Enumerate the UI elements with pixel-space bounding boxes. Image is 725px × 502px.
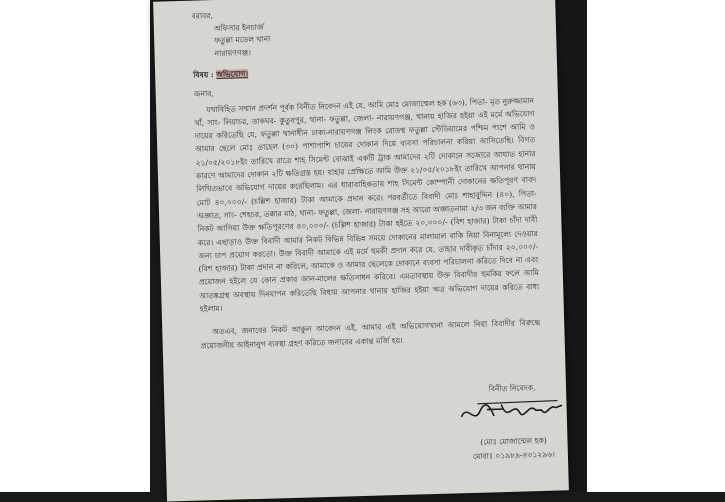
subject-line [193, 59, 533, 82]
recipient-to: বরাবর, [191, 11, 214, 21]
recipient-district: নারায়ণগঞ্জ। [214, 47, 252, 58]
letter-content [191, 1, 555, 461]
subject-prefix: বিষয় : [193, 70, 214, 80]
right-white-margin [587, 0, 725, 492]
salutation: জনাব, [193, 89, 214, 99]
signatory-mobile: মোবাঃ ০১৯৮৯-৪৩১২৯৬। [472, 449, 555, 461]
closing-paragraph: অতএব, জনাবের নিকট আকুল আবেদন এই, আমার এই অভিযোগখানা আমলে নিয়া বিবাদীর বিরুদ্ধে প্রয়োজনীয় আইনানুগ ব্যবস্থা গ্রহণ করিতে জনাবের একান্ত মর্জি হয়। [200, 318, 541, 351]
body-paragraph: যথাবিহিত সম্মান প্রদর্শন পূর্বক বিনীত নিবেদন এই যে, আমি মোঃ মোজাম্মেল হক (৬৩), পিতা- মৃত নুরুজ্জামান খাঁ, সাং- লিয়াচর, ডাকঘর- কুতুবপুর, থানা- ফতুল্লা, জেলা- নারায়ণগঞ্জ, থানায় হাজির হইয়া এই মর্মে অভিযোগ দায়ের করিতেছি যে, ফতুল্লা থানাধীন ঢাকা-নারায়ণগঞ্জ লিংক রোডস্থ ফতুল্লা স্টেডিয়ামের পশ্চিম পাশে আমি ও আমার ছেলে মোঃ তাহেল (৩০) পাশাপাশি চায়ের দোকান দিয়ে ব্যবসা পরিচালনা করিয়া আসিতেছি। বিগত ২১/০৫/২০১৮ইং তারিখে রাত্রে শাহ সিমেন্ট বোঝাই একটি ট্রাক আমাদের ২টি দোকানে সজোরে আঘাত হানার কারণে আমাদের দোকান ২টি ক্ষতিগ্রস্ত হয়। যাহার প্রেক্ষিতে আমি উক্ত ২১/০৫/২০১৮ইং তারিখে আপনার থানায় লিখিতভাবে অভিযোগ দায়ের করেছিলাম। এর ধারাবাহিকতায় শাহ সিমেন্ট কোম্পানী দোকানের ক্ষতিপূরণ বাবদ মোট ৪০,০০০/- (চল্লিশ হাজার) টাকা আমাকে প্রদান করে। পরবর্তীতে বিবাদী মোঃ শাহাবুদ্দিন (৪০), পিতা- অজ্ঞাত, সাং- শেহচর, তক্কার মাঠ, থানা- ফতুল্লা, জেলা- নারায়ণগঞ্জ সহ আরো অজ্ঞাতনামা ২/৩ জন ব্যক্তি আমার নিকট আসিয়া উক্ত ক্ষতিপূরণের ৪০,০০০/- (চল্লিশ হাজার) টাকা হইতে ২০,০০০/- (বিশ হাজার) টাকা চাঁদা দাবী করে। এছাড়াও উক্ত বিবাদী আমার নিকট বিভিন্ন বিভিন্ন সময়ে দোকানের মালামাল বাকি নিয়া বিনামূল্যে দেওয়ার জন্য চাপ প্রয়োগ করতো। উক্ত বিবাদী আমাকে এই মর্মে হুমকী প্রদান করে যে, তাহার দাবীকৃত চাঁদার ২০,০০০/- (বিশ হাজার) টাকা প্রদান না করিলে, আমাকে ও আমার ছেলেকে দোকানে ব্যবসা পরিচালনা করিতে দিবে না এবং প্রয়োজন হইলে যে কোন প্রকার জান-মালের ক্ষতিসাধন করিবে। এমতাবস্থায় উক্ত বিবাদীর হুমকির ফলে আমি আতঙ্কগ্রস্থ অবস্থায় দিনযাপন করিতেছি বিধায় আপনার থানায় হাজির হইয়া অত্র অভিযোগ দায়ের করিতে বাধ্য হইলাম। [194, 95, 540, 314]
subject-text: অভিযোগ। [216, 69, 249, 79]
signature-block [452, 380, 569, 463]
recipient-address [191, 1, 532, 60]
left-white-margin [0, 0, 150, 492]
signatory-name: (মোঃ মোজাম্মেল হক) [480, 436, 547, 448]
complaint-letter-page [153, 0, 569, 502]
recipient-station: ফতুল্লা মডেল থানা [214, 34, 271, 46]
letter-body [194, 94, 540, 316]
recipient-officer: অফিসার ইনচার্জ [213, 22, 264, 33]
handwritten-signature [457, 396, 568, 429]
signoff-text: বিনীত নিবেদক, [488, 383, 536, 394]
